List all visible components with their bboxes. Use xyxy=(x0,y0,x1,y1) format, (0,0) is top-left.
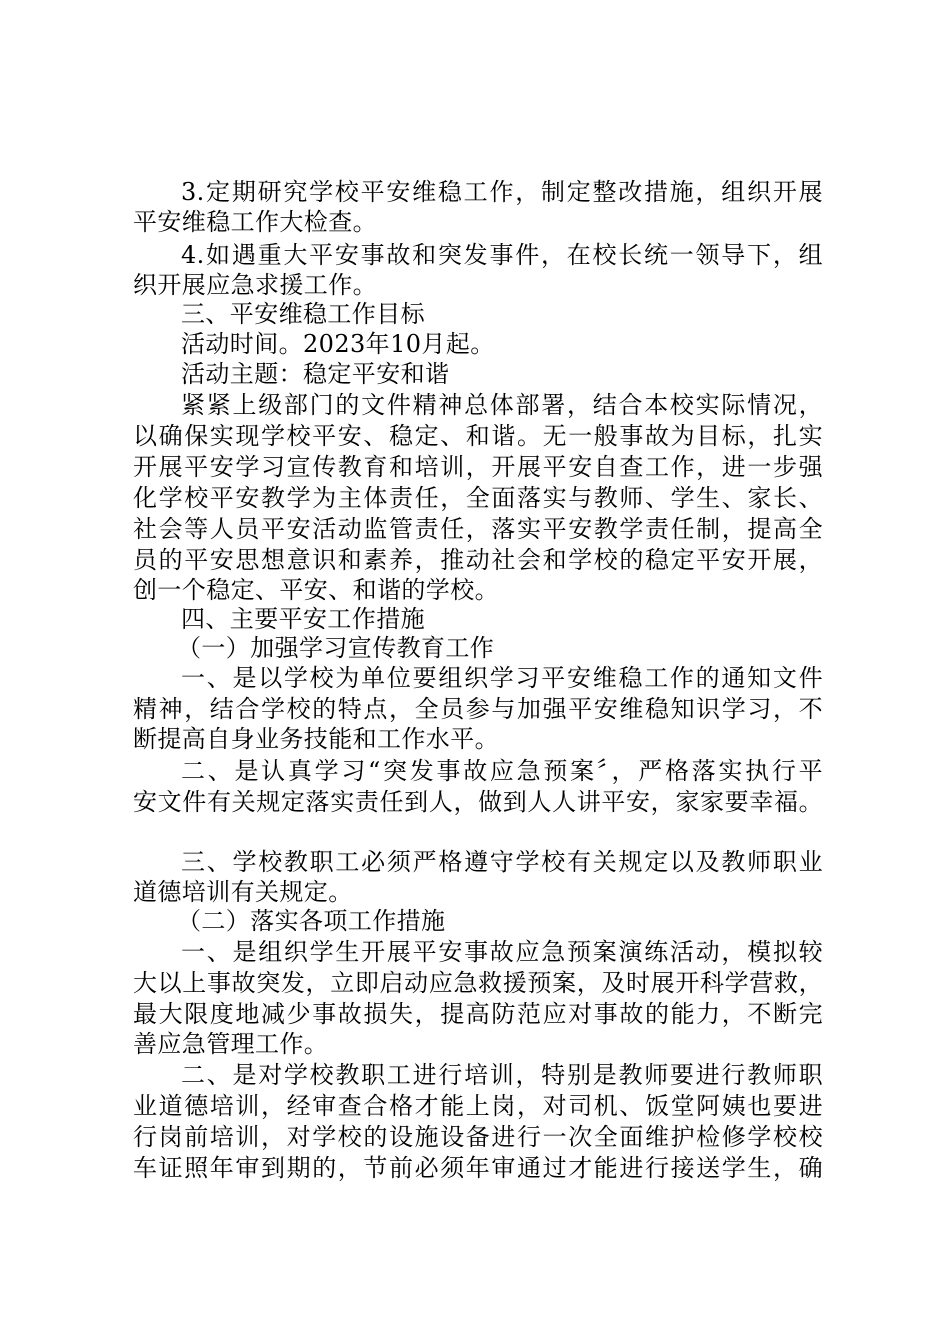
paragraph-line: 精神，结合学校的特点，全员参与加强平安维稳知识学习，不 xyxy=(133,695,823,723)
paragraph-line: 大以上事故突发，立即启动应急救援预案，及时展开科学营救， xyxy=(133,969,823,997)
paragraph-line: 最大限度地减少事故损失，提高防范应对事故的能力，不断完 xyxy=(133,1000,823,1028)
paragraph-line: 行岗前培训，对学校的设施设备进行一次全面维护检修学校校 xyxy=(133,1123,823,1151)
paragraph-line: 车证照年审到期的，节前必须年审通过才能进行接送学生，确 xyxy=(133,1154,823,1182)
paragraph-line: 一、是以学校为单位要组织学习平安维稳工作的通知文件 xyxy=(181,664,823,692)
paragraph-line: 紧紧上级部门的文件精神总体部署，结合本校实际情况， xyxy=(181,391,823,419)
paragraph-line: 4.如遇重大平安事故和突发事件，在校长统一领导下，组 xyxy=(181,241,823,269)
paragraph-line: 一、是组织学生开展平安事故应急预案演练活动，模拟较 xyxy=(181,938,823,966)
section-heading: 三、平安维稳工作目标 xyxy=(181,300,425,328)
paragraph-line: 二、是对学校教职工进行培训，特别是教师要进行教师职 xyxy=(181,1061,823,1089)
paragraph-line: 织开展应急求援工作。 xyxy=(133,271,377,299)
paragraph-line: 断提高自身业务技能和工作水平。 xyxy=(133,725,499,753)
subsection-heading: （二）落实各项工作措施 xyxy=(177,907,446,935)
paragraph-line: 业道德培训，经审查合格才能上岗，对司机、饭堂阿姨也要进 xyxy=(133,1092,823,1120)
paragraph-line: 以确保实现学校平安、稳定、和谐。无一般事故为目标，扎实 xyxy=(133,422,823,450)
subsection-heading: （一）加强学习宣传教育工作 xyxy=(177,634,495,662)
paragraph-line: 创一个稳定、平安、和谐的学校。 xyxy=(133,576,499,604)
paragraph-line: 活动主题：稳定平安和谐 xyxy=(181,360,450,388)
paragraph-line: 善应急管理工作。 xyxy=(133,1030,329,1058)
paragraph-line: 二、是认真学习“突发事故应急预案〞，严格落实执行平 xyxy=(181,757,823,785)
paragraph-line: 活动时间。2023年10月起。 xyxy=(181,330,495,358)
paragraph-line: 开展平安学习宣传教育和培训，开展平安自查工作，进一步强 xyxy=(133,453,823,481)
paragraph-line: 3.定期研究学校平安维稳工作，制定整改措施，组织开展 xyxy=(181,178,823,206)
paragraph-line: 员的平安思想意识和素养，推动社会和学校的稳定平安开展， xyxy=(133,546,823,574)
paragraph-line: 平安维稳工作大检查。 xyxy=(133,208,377,236)
paragraph-line: 三、学校教职工必须严格遵守学校有关规定以及教师职业 xyxy=(181,848,823,876)
paragraph-line: 道德培训有关规定。 xyxy=(133,878,353,906)
paragraph-line: 化学校平安教学为主体责任，全面落实与教师、学生、家长、 xyxy=(133,484,823,512)
paragraph-line: 安文件有关规定落实责任到人，做到人人讲平安，家家要幸福。 xyxy=(133,788,823,816)
section-heading: 四、主要平安工作措施 xyxy=(181,605,425,633)
paragraph-line: 社会等人员平安活动监管责任，落实平安教学责任制，提高全 xyxy=(133,515,823,543)
